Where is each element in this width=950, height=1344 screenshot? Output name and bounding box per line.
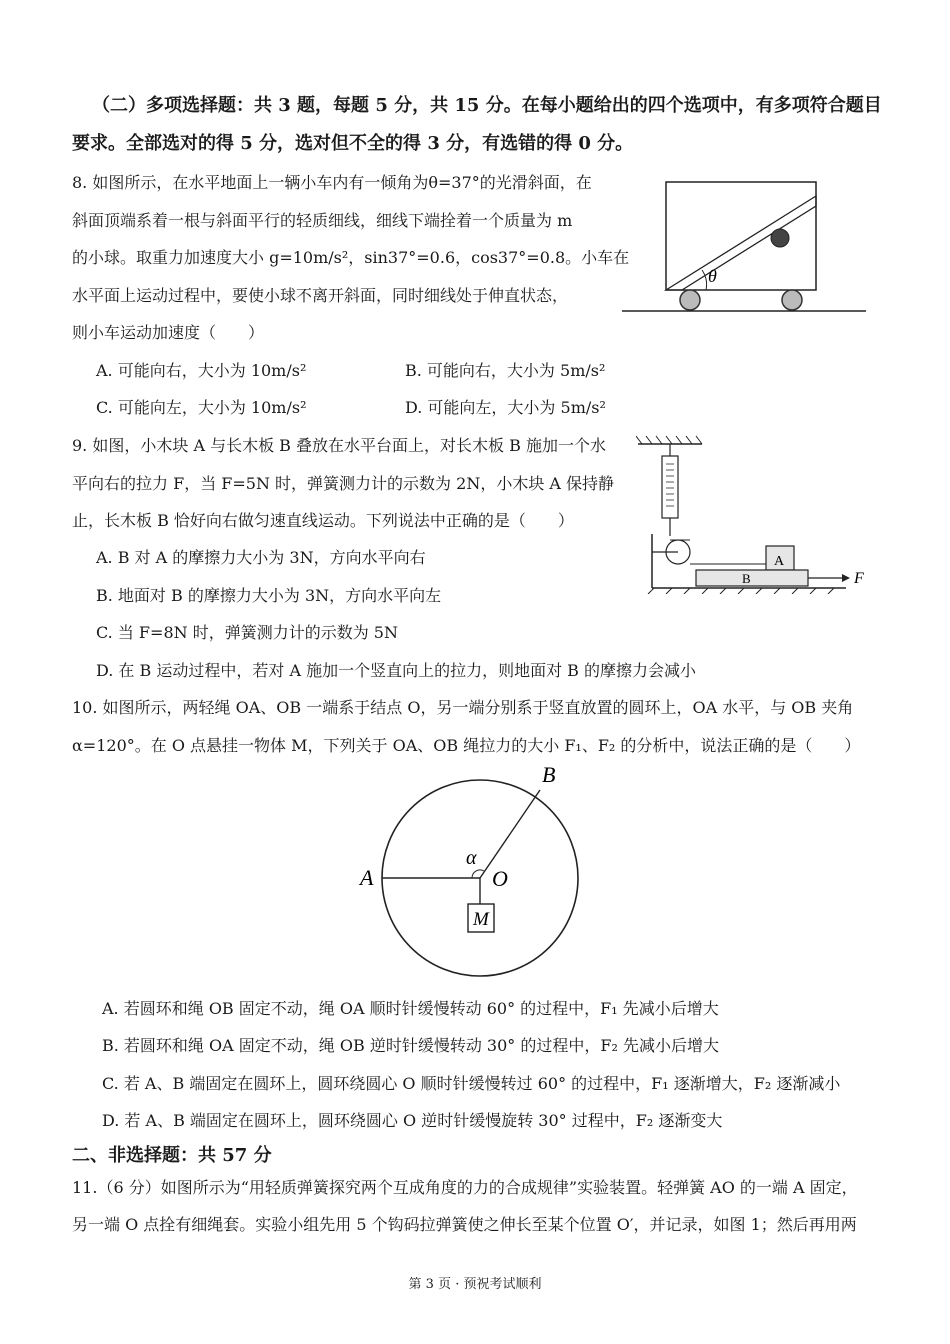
- alpha-label: α: [466, 847, 477, 869]
- q8-option-c[interactable]: C. 可能向左，大小为 10m/s²: [96, 398, 307, 417]
- point-a-label: A: [360, 865, 374, 890]
- q10-text-line1: 10. 如图所示，两轻绳 OA、OB 一端系于结点 O，另一端分别系于竖直放置的圆环上，OA 水平，与 OB 夹角: [72, 698, 854, 717]
- q8-text-line5: 则小车运动加速度（ ）: [72, 323, 265, 342]
- q8-cart-figure: [620, 176, 870, 316]
- cart-wheel-right: [782, 290, 802, 310]
- page-footer: 第 3 页 · 预祝考试顺利: [408, 1277, 542, 1292]
- ceiling-hatch: [636, 436, 702, 444]
- mass-m-label: M: [473, 909, 489, 930]
- spring-scale: [662, 456, 678, 518]
- q8-text-line4: 水平面上运动过程中，要使小球不离开斜面，同时细线处于伸直状态，: [72, 286, 569, 305]
- q9-option-a[interactable]: A. B 对 A 的摩擦力大小为 3N，方向水平向右: [96, 548, 426, 567]
- force-arrowhead: [842, 574, 850, 582]
- cart-wheel-left: [680, 290, 700, 310]
- block-a-label: A: [774, 554, 785, 569]
- q8-option-b[interactable]: B. 可能向右，大小为 5m/s²: [405, 361, 606, 380]
- q10-option-c[interactable]: C. 若 A、B 端固定在圆环上，圆环绕圆心 O 顺时针缓慢转过 60° 的过程中，F₁ 逐渐增大，F₂ 逐渐减小: [102, 1074, 841, 1093]
- q10-option-a[interactable]: A. 若圆环和绳 OB 固定不动，绳 OA 顺时针缓慢转动 60° 的过程中，F₁ 先减小后增大: [102, 999, 719, 1018]
- q11-text-line2: 另一端 O 点拴有细绳套。实验小组先用 5 个钩码拉弹簧使之伸长至某个位置 O′，并记录，如图 1；然后再用两: [72, 1215, 857, 1234]
- q10-option-b[interactable]: B. 若圆环和绳 OA 固定不动，绳 OB 逆时针缓慢转动 30° 的过程中，F₂ 先减小后增大: [102, 1036, 719, 1055]
- section-heading-line2: 要求。全部选对的得 5 分，选对但不全的得 3 分，有选错的得 0 分。: [72, 133, 634, 154]
- q9-text-line3: 止，长木板 B 恰好向右做匀速直线运动。下列说法中正确的是（ ）: [72, 511, 574, 530]
- board-b: [696, 570, 808, 586]
- section-heading-line1: （二）多项选择题：共 3 题，每题 5 分，共 15 分。在每小题给出的四个选项中，有多项符合题目: [92, 95, 882, 116]
- q10-option-d[interactable]: D. 若 A、B 端固定在圆环上，圆环绕圆心 O 逆时针缓慢旋转 30° 过程中，F₂ 逐渐变大: [102, 1111, 723, 1130]
- q8-option-a[interactable]: A. 可能向右，大小为 10m/s²: [96, 361, 307, 380]
- q9-text-line2: 平向右的拉力 F，当 F=5N 时，弹簧测力计的示数为 2N，小木块 A 保持静: [72, 474, 615, 493]
- point-b-label: B: [542, 762, 556, 787]
- incline-plane: [666, 196, 816, 290]
- q8-text-line2: 斜面顶端系着一根与斜面平行的轻质细线，细线下端拴着一个质量为 m: [72, 211, 573, 230]
- small-ball: [771, 229, 789, 247]
- q9-text-line1: 9. 如图，小木块 A 与长木板 B 叠放在水平台面上，对长木板 B 施加一个水: [72, 436, 606, 455]
- section-nonchoice-heading: 二、非选择题：共 57 分: [72, 1145, 272, 1166]
- board-b-label: B: [742, 571, 751, 586]
- force-label: F: [854, 570, 864, 587]
- table-hatch: [648, 588, 834, 594]
- q11-text-line1: 11.（6 分）如图所示为“用轻质弹簧探究两个互成角度的力的合成规律”实验装置。轻弹簧 AO 的一端 A 固定，: [72, 1178, 858, 1197]
- q9-option-d[interactable]: D. 在 B 运动过程中，若对 A 施加一个竖直向上的拉力，则地面对 B 的摩擦力会减小: [96, 661, 697, 680]
- q9-option-c[interactable]: C. 当 F=8N 时，弹簧测力计的示数为 5N: [96, 623, 398, 642]
- q10-ring-figure: [356, 760, 596, 994]
- q8-text-line1: 8. 如图所示，在水平地面上一辆小车内有一倾角为θ=37°的光滑斜面，在: [72, 173, 592, 192]
- q9-option-b[interactable]: B. 地面对 B 的摩擦力大小为 3N，方向水平向左: [96, 586, 442, 605]
- point-o-label: O: [492, 866, 508, 891]
- q8-text-line3: 的小球。取重力加速度大小 g=10m/s²，sin37°=0.6，cos37°=0.8。小车在: [72, 248, 630, 267]
- theta-arc: [702, 270, 707, 290]
- cart-body: [666, 182, 816, 290]
- q10-text-line2: α=120°。在 O 点悬挂一物体 M，下列关于 OA、OB 绳拉力的大小 F₁、F₂ 的分析中，说法正确的是（ ）: [72, 736, 861, 755]
- q8-option-d[interactable]: D. 可能向左，大小为 5m/s²: [405, 398, 606, 417]
- q9-spring-figure: [636, 434, 876, 594]
- rope-ob: [480, 790, 540, 878]
- theta-label: θ: [708, 266, 717, 286]
